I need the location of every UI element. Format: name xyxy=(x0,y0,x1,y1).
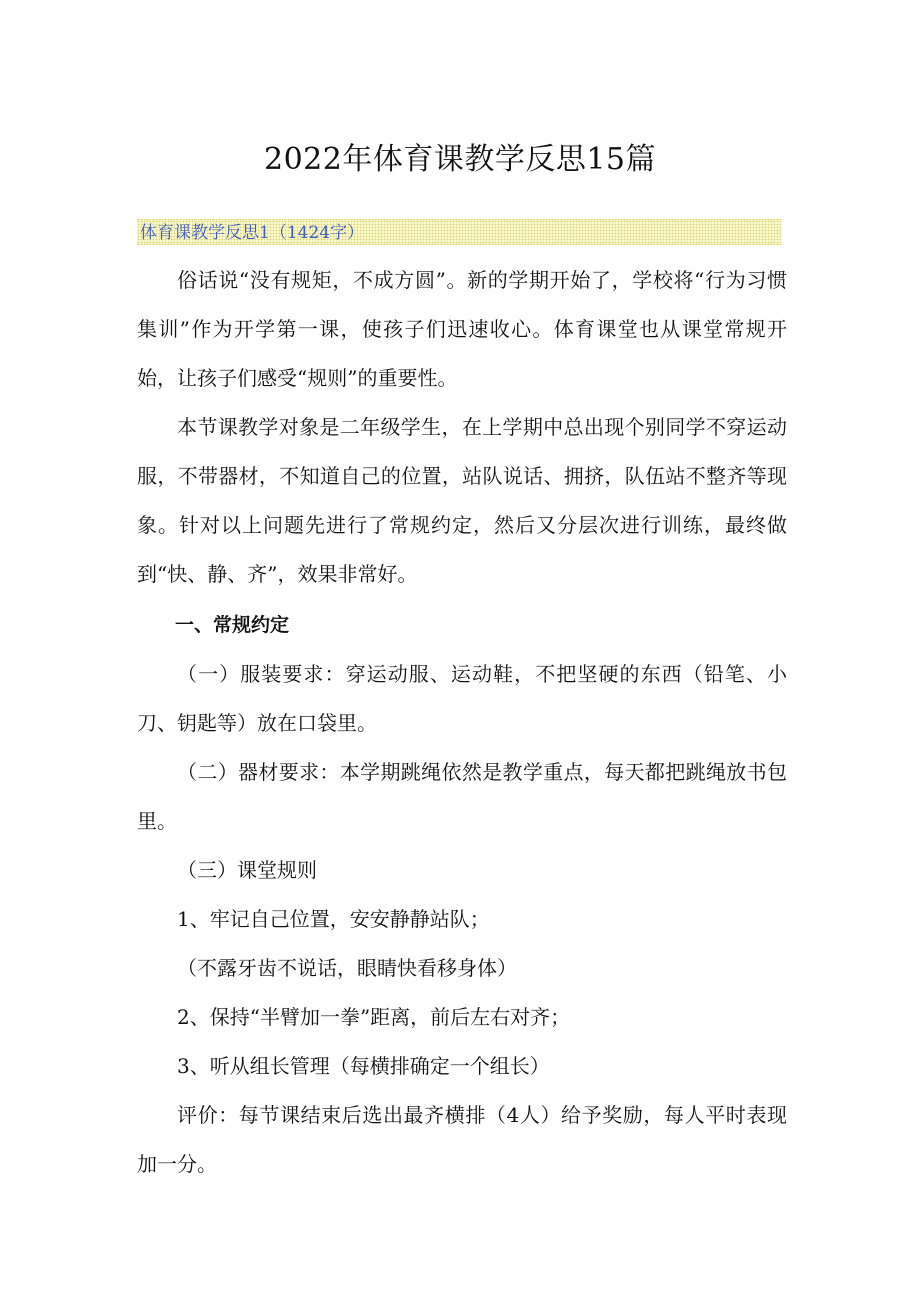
list-item: 3、听从组长管理（每横排确定一个组长） xyxy=(177,1054,550,1078)
list-item: （一）服装要求：穿运动服、运动鞋，不把坚硬的东西（铅笔、小刀、钥匙等）放在口袋里。 xyxy=(137,662,787,735)
intro-paragraphs xyxy=(137,256,787,1189)
list-item: 2、保持“半臂加一拳”距离，前后左右对齐； xyxy=(177,1005,571,1029)
list-item: （三）课堂规则 xyxy=(177,858,317,882)
list-item: 1、牢记自己位置，安安静静站队； xyxy=(177,907,490,931)
subheading: 一、常规约定 xyxy=(175,614,290,636)
list-item: （不露牙齿不说话，眼睛快看移身体） xyxy=(177,956,517,980)
document-title: 2022年体育课教学反思15篇 xyxy=(263,142,657,177)
section-heading: 体育课教学反思1（1424字） xyxy=(137,219,781,245)
list-item: （二）器材要求：本学期跳绳依然是教学重点，每天都把跳绳放书包里。 xyxy=(137,760,787,833)
paragraph: 本节课教学对象是二年级学生，在上学期中总出现个别同学不穿运动服，不带器材，不知道自己的位置，站队说话、拥挤，队伍站不整齐等现象。针对以上问题先进行了常规约定，然后又分层次进行训练，最终做到“快、静、齐”，效果非常好。 xyxy=(137,415,787,586)
list-item: 评价：每节课结束后选出最齐横排（4人）给予奖励，每人平时表现加一分。 xyxy=(137,1103,787,1176)
paragraph: 俗话说“没有规矩，不成方圆”。新的学期开始了，学校将“行为习惯集训”作为开学第一课，使孩子们迅速收心。体育课堂也从课堂常规开始，让孩子们感受“规则”的重要性。 xyxy=(137,268,787,390)
